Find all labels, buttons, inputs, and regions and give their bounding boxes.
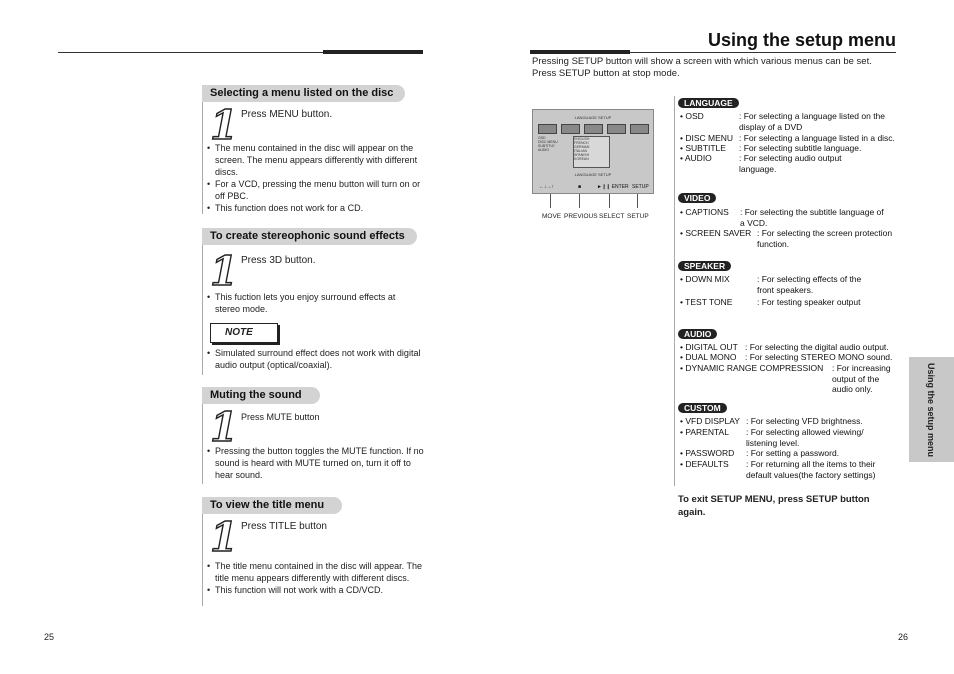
step-number: 1 [210, 514, 238, 561]
step-text: Press 3D button. [241, 255, 316, 266]
item-name: • OSD [680, 111, 704, 121]
page-title: Using the setup menu [707, 30, 896, 50]
bullet-item: • Pressing the button toggles the MUTE function. If no sound is heard with MUTE turned on, turn it off to hear sound. [207, 445, 425, 481]
menu-icon-block [538, 124, 557, 134]
note-label: NOTE [210, 323, 278, 343]
enter-key-icon: ►❙❙ ENTER [597, 184, 629, 190]
bullet-item: • Simulated surround effect does not work with digital audio output (optical/coaxial). [207, 347, 422, 371]
item-name: • AUDIO [680, 153, 712, 163]
bullet-list [207, 291, 422, 315]
item-desc: : For selecting the screen protection function. [757, 228, 893, 249]
group-tag-video: VIDEO [678, 193, 716, 203]
menu-icon-block [561, 124, 580, 134]
group-tag-custom: CUSTOM [678, 403, 727, 413]
item-desc: : For selecting STEREO MONO sound. [745, 352, 893, 362]
top-bar-right [530, 50, 630, 54]
bullet-item: • The title menu contained in the disc will appear. The title menu appears differently with different discs. [207, 560, 425, 584]
intro-text: Pressing SETUP button will show a screen with which various menus can be set. Press SETUP button at stop mode. [532, 56, 872, 79]
section-divider [202, 396, 203, 484]
bullet-list [207, 560, 425, 596]
note-bullet-list [207, 347, 422, 371]
item-desc: : For increasing output of the audio only. [832, 363, 891, 394]
top-bar-left [323, 50, 423, 54]
move-keys-icon: ←↓→↑ [539, 184, 554, 190]
bullet-item: • This fuction lets you enjoy surround effects at stereo mode. [207, 291, 422, 315]
screen-option: KOREAN [574, 157, 589, 161]
section-heading: Selecting a menu listed on the disc [202, 85, 405, 102]
item-desc: : For selecting VFD brightness. [746, 416, 863, 426]
step-text: Press TITLE button [241, 521, 327, 532]
page-number: 25 [44, 632, 55, 642]
group-tag-language: LANGUAGE [678, 98, 739, 108]
item-name: • DEFAULTS [680, 459, 729, 469]
bullet-list [207, 142, 422, 214]
exit-instruction: To exit SETUP MENU, press SETUP button again. [678, 494, 870, 518]
menu-icon-block [607, 124, 626, 134]
menu-icon-block [630, 124, 649, 134]
bullet-item: • The menu contained in the disc will appear on the screen. The menu appears differently with different discs. [207, 142, 422, 178]
screen-list-item: AUDIO [538, 148, 550, 152]
section-heading: To view the title menu [202, 497, 342, 514]
item-name: • TEST TONE [680, 297, 733, 307]
stop-key-icon: ■ [578, 184, 582, 190]
step-text: Press MENU button. [241, 109, 333, 120]
group-tag-speaker: SPEAKER [678, 261, 731, 271]
item-desc: : For selecting the subtitle language of a VCD. [740, 207, 884, 228]
item-name: • DYNAMIC RANGE COMPRESSION [680, 363, 824, 373]
item-desc: : For selecting effects of the front speakers. [757, 274, 862, 295]
item-desc: : For testing speaker output [757, 297, 861, 307]
screen-list-item: SUBTITLE [538, 144, 555, 148]
item-name: • PASSWORD [680, 448, 735, 458]
screen-list-item: DISC MENU [538, 140, 558, 144]
group-tag-audio: AUDIO [678, 329, 717, 339]
key-label-setup: SETUP [627, 213, 649, 220]
setup-key-icon: SETUP [632, 184, 649, 190]
callout-line [609, 194, 610, 208]
key-label-select: SELECT [599, 213, 625, 220]
item-desc: : For selecting the digital audio output. [745, 342, 889, 352]
item-name: • SUBTITLE [680, 143, 726, 153]
item-desc: : For selecting allowed viewing/ listening level. [746, 427, 864, 448]
bullet-item: • This function will not work with a CD/VCD. [207, 584, 425, 596]
item-name: • CAPTIONS [680, 207, 729, 217]
step-number: 1 [210, 102, 238, 149]
screen-footer: LANGUAGE SETUP [574, 172, 612, 177]
bullet-item: • This function does not work for a CD. [207, 202, 422, 214]
callout-line [637, 194, 638, 208]
item-desc: : For selecting audio output language. [739, 153, 842, 174]
section-heading: To create stereophonic sound effects [202, 228, 417, 245]
item-name: • DUAL MONO [680, 352, 737, 362]
content-rule [674, 96, 675, 486]
item-name: • DIGITAL OUT [680, 342, 738, 352]
menu-icon-block [584, 124, 603, 134]
step-number: 1 [210, 404, 238, 451]
item-name: • VFD DISPLAY [680, 416, 740, 426]
screen-title: LANGUAGE SETUP [574, 115, 612, 120]
screen-option: FRENCH [574, 141, 589, 145]
section-divider [202, 237, 203, 375]
screen-option: ITALIAN [574, 149, 587, 153]
item-desc: : For selecting subtitle language. [739, 143, 862, 153]
screen-list [538, 136, 571, 152]
screen-option: SPANISH [574, 153, 590, 157]
screen-option: GERMAN [574, 145, 590, 149]
screen-list-item: OSD [538, 136, 546, 140]
callout-line [579, 194, 580, 208]
section-divider [202, 94, 203, 214]
page-number: 26 [898, 632, 909, 642]
key-label-previous: PREVIOUS [564, 213, 598, 220]
callout-line [550, 194, 551, 208]
item-name: • DOWN MIX [680, 274, 730, 284]
item-desc: : For returning all the items to their default values(the factory settings) [746, 459, 876, 480]
screen-option: ENGLISH [574, 137, 590, 141]
item-name: • DISC MENU [680, 133, 734, 143]
section-heading: Muting the sound [202, 387, 320, 404]
item-desc: : For setting a password. [746, 448, 840, 458]
section-divider [202, 506, 203, 606]
side-tab-label: Using the setup menu [926, 362, 936, 457]
bullet-item: • For a VCD, pressing the menu button will turn on or off PBC. [207, 178, 422, 202]
step-text: Press MUTE button [241, 412, 320, 422]
item-name: • PARENTAL [680, 427, 729, 437]
item-desc: : For selecting a language listed in a disc. [739, 133, 895, 143]
setup-screen-illustration [532, 109, 654, 194]
key-label-move: MOVE [542, 213, 562, 220]
bullet-list [207, 445, 425, 481]
item-name: • SCREEN SAVER [680, 228, 752, 238]
item-desc: : For selecting a language listed on the display of a DVD [739, 111, 886, 132]
screen-options [573, 136, 610, 168]
step-number: 1 [210, 248, 238, 295]
